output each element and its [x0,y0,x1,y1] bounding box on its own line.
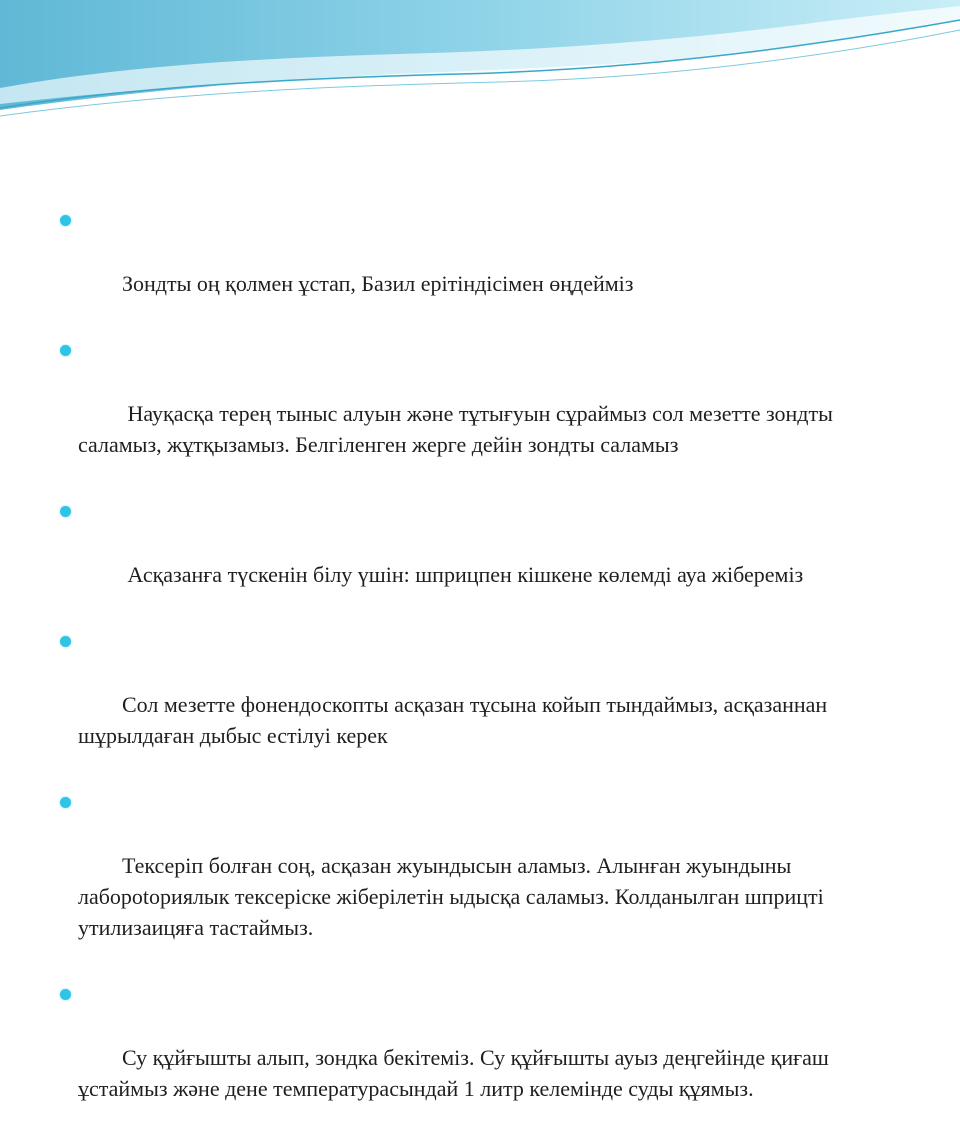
bullet-item-1 [58,206,918,330]
bullet-text: Асқазанға түскенін білу үшін: шприцпен кішкене көлемді ауа жібереміз [122,562,804,587]
bullet-text: Науқасқа терең тыныс алуын және тұтығуын сұраймыз сол мезетте зондты саламыз, жұтқызамыз. Белгіленген жерге дейін зондты саламыз [78,401,839,457]
wave-header-decoration [0,0,960,130]
bullet-dot-icon [60,506,71,517]
bullet-dot-icon [60,215,71,226]
bullet-text: Тексеріп болған соң, асқазан жуындысын аламыз. Алынған жуындыны лаборotoриялык тексеріске жіберілетін ыдысқа саламыз. Колданылган шприцті утилизаицяға тастаймыз. [78,853,830,940]
bullet-list [58,206,918,1135]
bullet-item-4 [58,627,918,782]
bullet-dot-icon [60,797,71,808]
bullet-item-2 [58,336,918,491]
bullet-dot-icon [60,345,71,356]
bullet-item-3 [58,497,918,621]
content-area [58,206,918,1141]
bullet-item-6 [58,980,918,1135]
bullet-item-5 [58,788,918,974]
bullet-text: Су құйғышты алып, зондка бекітеміз. Су құйғышты ауыз деңгейінде қиғаш ұстаймыз және дене температурасындай 1 литр келемінде суды құямыз. [78,1045,835,1101]
bullet-dot-icon [60,636,71,647]
bullet-dot-icon [60,989,71,1000]
bullet-text: Зондты оң қолмен ұстап, Базил ерітіндісімен өңдейміз [122,271,634,296]
bullet-text: Сол мезетте фонендоскопты асқазан тұсына койып тындаймыз, асқазаннан шұрылдаған дыбыс естілуі керек [78,692,833,748]
